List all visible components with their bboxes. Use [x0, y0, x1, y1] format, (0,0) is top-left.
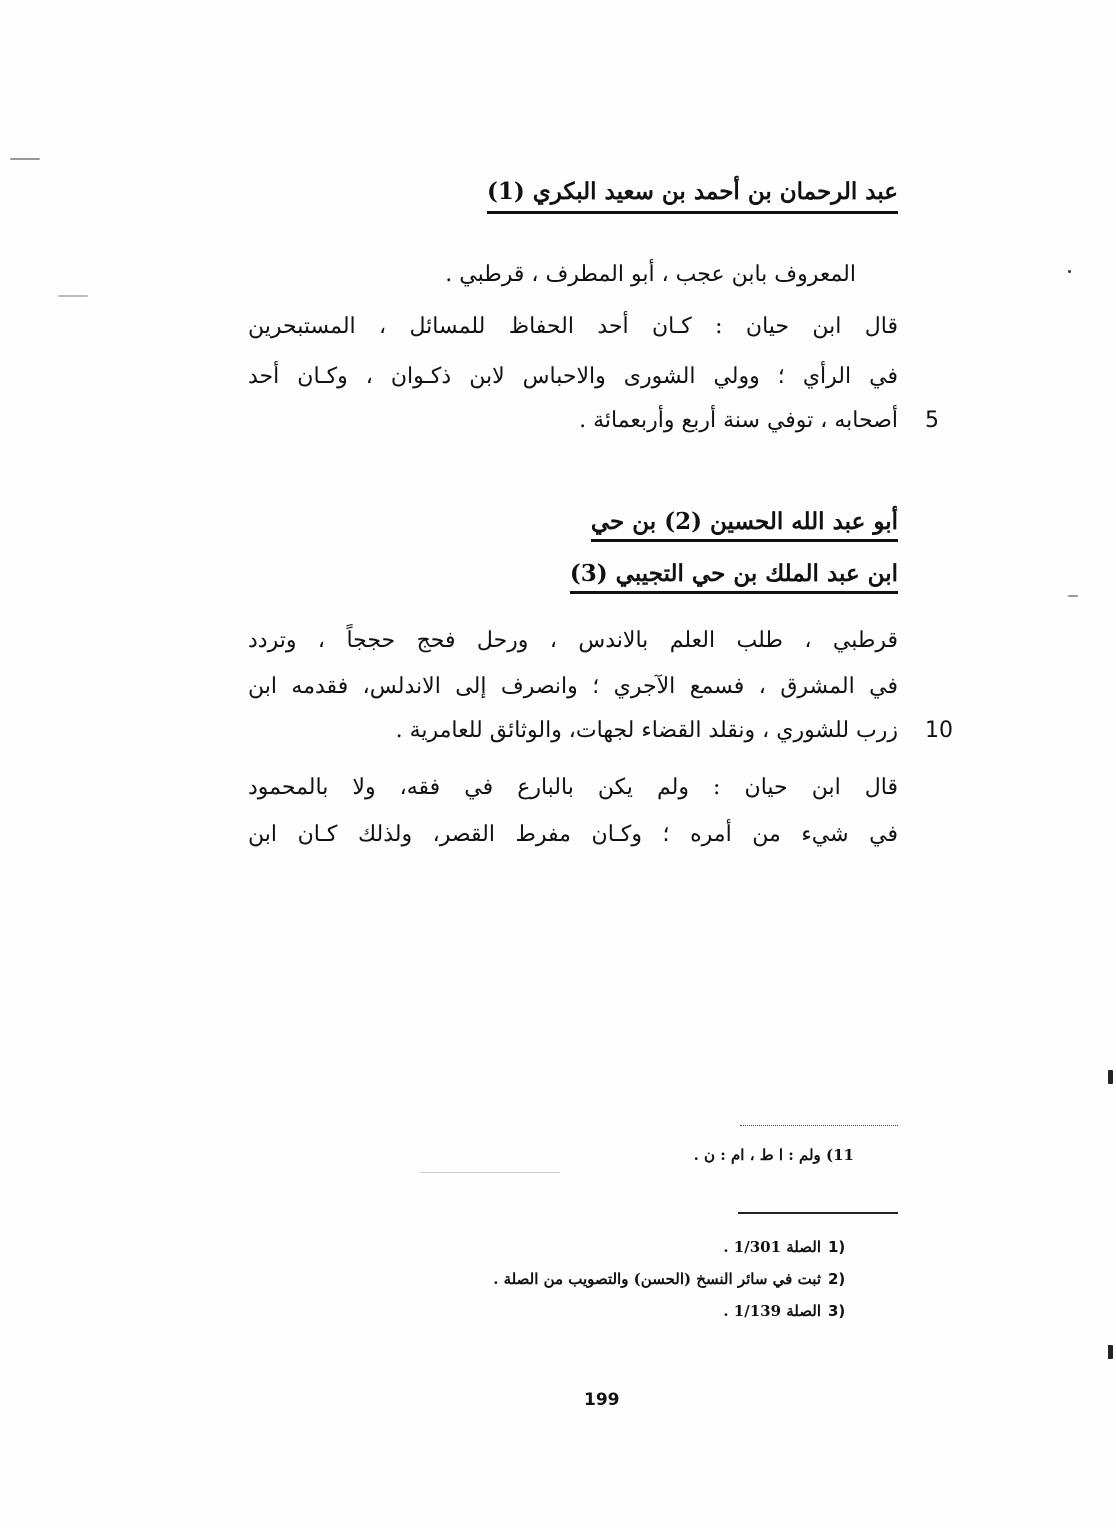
variant-note: 11) ولم : ا ط ، ام : ن . — [693, 1146, 854, 1164]
text-line: قال ابن حيان : كـان أحد الحفاظ للمسائل ، المستبحرين — [248, 314, 898, 339]
text-line: قال ابن حيان : ولم يكن بالبارع في فقه، ولا بالمحمود — [248, 775, 898, 800]
scan-mark — [58, 295, 88, 297]
scan-mark — [420, 1172, 560, 1173]
line-number: 5 — [925, 408, 939, 433]
footnote-divider — [738, 1212, 898, 1214]
scan-mark — [1108, 1345, 1113, 1359]
footnote-text: الصلة 1/139 . — [723, 1302, 821, 1320]
text-line: المعروف بابن عجب ، أبو المطرف ، قرطبي . — [445, 262, 856, 287]
scan-mark — [1108, 1070, 1113, 1084]
line-number: 10 — [925, 718, 953, 743]
text-line: زرب للشوري ، ونقلد القضاء لجهات، والوثائق للعامرية . — [395, 718, 898, 743]
footnote-number: 3) — [828, 1302, 846, 1320]
scan-mark — [1068, 595, 1078, 597]
page-number: 199 — [584, 1390, 620, 1410]
footnote-text: الصلة 1/301 . — [723, 1238, 821, 1256]
scan-mark — [1068, 270, 1071, 273]
text-line: أصحابه ، توفي سنة أربع وأربعمائة . — [579, 408, 898, 433]
scan-mark — [10, 158, 40, 160]
entry-title: عبد الرحمان بن أحمد بن سعيد البكري (1) — [487, 178, 898, 214]
apparatus-divider — [740, 1125, 898, 1126]
text-line: قرطبي ، طلب العلم بالاندس ، ورحل فحج حججاً ، وتردد — [248, 628, 898, 653]
text-line: في المشرق ، فسمع الآجري ؛ وانصرف إلى الاندلس، فقدمه ابن — [248, 674, 898, 699]
entry-title-line2: ابن عبد الملك بن حي التجيبي (3) — [570, 560, 898, 594]
footnote-number: 1) — [828, 1238, 846, 1256]
footnote-text: ثبت في سائر النسخ (الحسن) والتصويب من الصلة . — [493, 1270, 821, 1288]
text-line: في شيء من أمره ؛ وكـان مفرط القصر، ولذلك كـان ابن — [248, 822, 898, 847]
text-line: في الرأي ؛ وولي الشورى والاحباس لابن ذكـوان ، وكـان أحد — [248, 364, 898, 389]
entry-title-line1: أبو عبد الله الحسين (2) بن حي — [591, 508, 898, 542]
footnote-number: 2) — [828, 1270, 846, 1288]
